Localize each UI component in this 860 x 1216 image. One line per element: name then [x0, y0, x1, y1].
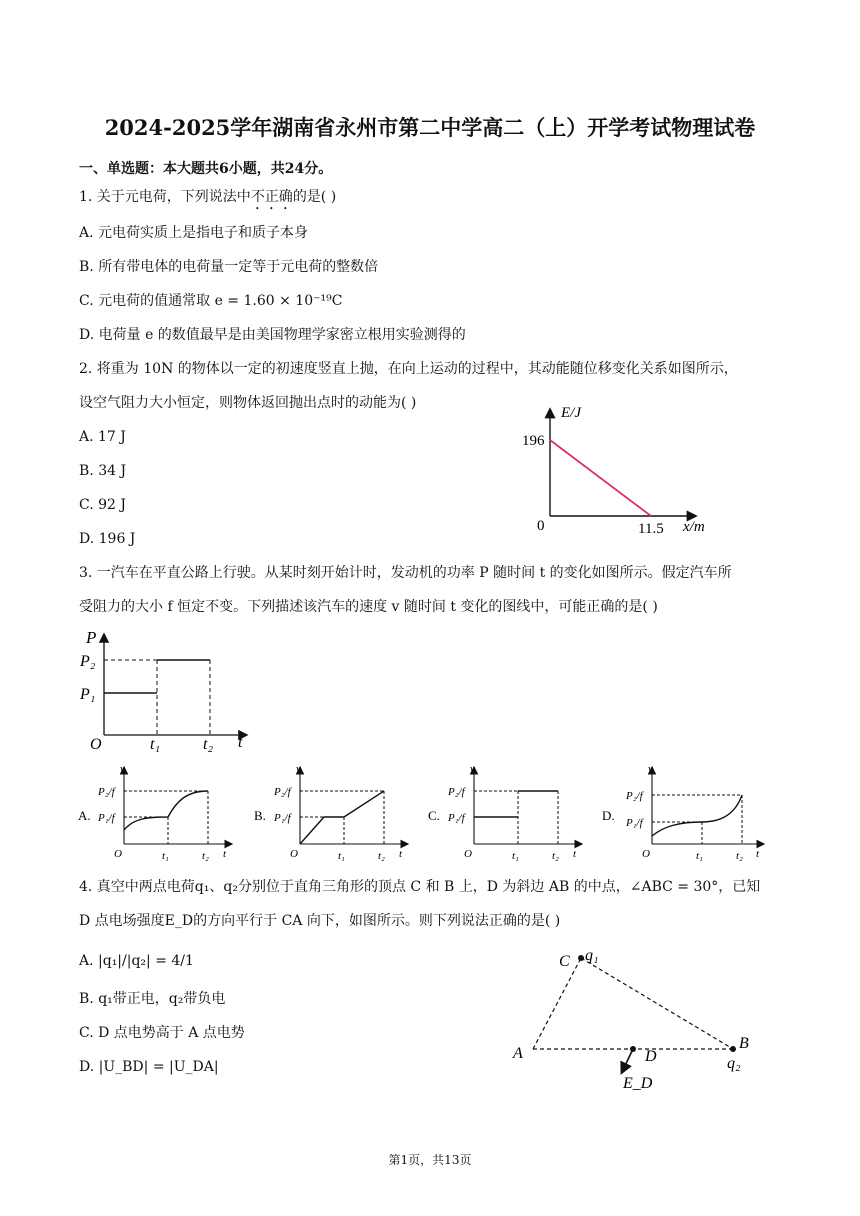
q3-origin: O	[90, 736, 102, 753]
q2-option-a: A. 17 J	[79, 429, 126, 445]
q4-option-c: C. D 点电势高于 A 点电势	[79, 1025, 245, 1041]
q3-b-y2: P₂/f	[274, 786, 291, 798]
q3-t1-label: t₁	[150, 736, 161, 753]
q1-option-a: A. 元电荷实质上是指电子和质子本身	[79, 225, 309, 241]
q3-power-graph	[78, 625, 258, 753]
q4-side-cb	[581, 958, 733, 1049]
q4-side-ac	[533, 958, 581, 1049]
q3-d-o: O	[642, 848, 650, 860]
q3-d-curve	[652, 795, 742, 836]
q1-option-b: B. 所有带电体的电荷量一定等于元电荷的整数倍	[79, 259, 379, 275]
q4-point-c	[578, 955, 584, 961]
q3-t-label: t	[238, 734, 243, 751]
q3-option-d-label: D.	[602, 808, 615, 823]
q3-a-y1: P₁/f	[98, 812, 115, 824]
q4-stem-line1: 4. 真空中两点电荷q₁、q₂分别位于直角三角形的顶点 C 和 B 上，D 为斜边 AB 的中点，∠ABC = 30°，已知	[79, 879, 761, 895]
q3-option-a-label: A.	[78, 808, 91, 823]
q4-label-b: B	[739, 1035, 749, 1052]
q2-y-value: 196	[522, 433, 545, 449]
q4-label-d: D	[645, 1048, 657, 1065]
q3-a-curve	[124, 791, 208, 830]
q1-stem-text: 1. 关于元电荷，下列说法中	[79, 189, 251, 205]
q3-d-y2: P₂/f	[626, 790, 643, 802]
q3-a-y2: P₂/f	[98, 786, 115, 798]
q3-d-t1: t₁	[696, 850, 703, 862]
q3-p2-label: P₂	[80, 653, 96, 670]
q3-c-y1: P₁/f	[448, 812, 465, 824]
q2-origin: 0	[537, 518, 545, 534]
q3-a-t1: t₁	[162, 850, 169, 862]
q3-p-label: P	[86, 628, 97, 647]
q3-d-v: v	[648, 763, 653, 775]
q1-option-d: D. 电荷量 e 的数值最早是由美国物理学家密立根用实验测得的	[79, 327, 466, 343]
q3-d-y1: P₁/f	[626, 817, 643, 829]
q3-c-t2: t₂	[552, 850, 559, 862]
q3-c-t1: t₁	[512, 850, 519, 862]
q3-d-t2: t₂	[736, 850, 743, 862]
q2-option-b: B. 34 J	[79, 463, 127, 479]
q3-b-y1: P₁/f	[274, 812, 291, 824]
q1-stem	[79, 188, 336, 213]
q3-option-b-graph	[252, 760, 432, 866]
q3-option-c-graph	[426, 760, 606, 866]
q2-energy-line	[550, 440, 651, 516]
q2-option-c: C. 92 J	[79, 497, 126, 513]
q2-option-d: D. 196 J	[79, 531, 136, 547]
q2-stem-line2: 设空气阻力大小恒定，则物体返回抛出点时的动能为( )	[79, 395, 417, 411]
q3-stem-line1: 3. 一汽车在平直公路上行驶。从某时刻开始计时，发动机的功率 P 随时间 t 的变化如图所示。假定汽车所	[79, 565, 732, 581]
q1-stem-emphasis: 不正确	[250, 189, 293, 205]
q3-option-a-graph	[76, 760, 256, 866]
q3-c-y2: P₂/f	[448, 786, 465, 798]
section-heading: 一、单选题：本大题共6小题，共24分。	[79, 161, 333, 177]
q4-point-b	[730, 1046, 736, 1052]
q3-option-b-label: B.	[254, 808, 266, 823]
page-footer: 第1页，共13页	[388, 1153, 472, 1167]
q3-stem-line2: 受阻力的大小 f 恒定不变。下列描述该汽车的速度 v 随时间 t 变化的图线中，可能正确的是( )	[79, 599, 658, 615]
q3-option-c-label: C.	[428, 808, 440, 823]
q1-option-c: C. 元电荷的值通常取 e = 1.60 × 10⁻¹⁹C	[79, 293, 343, 309]
q3-b-t: t	[399, 848, 403, 860]
q4-label-ed: E_D	[623, 1075, 653, 1092]
q3-a-v: v	[120, 763, 125, 775]
q4-ed-arrow	[622, 1049, 633, 1072]
q1-stem-end: 的是( )	[292, 189, 337, 205]
q4-label-a: A	[513, 1045, 523, 1062]
q4-option-d: D. |U_BD| = |U_DA|	[79, 1059, 219, 1075]
q2-y-label: E/J	[561, 405, 581, 421]
q3-c-t: t	[573, 848, 577, 860]
q3-b-o: O	[290, 848, 298, 860]
q3-d-t: t	[756, 848, 760, 860]
q4-stem-line2: D 点电场强度E_D的方向平行于 CA 向下，如图所示。则下列说法正确的是( )	[79, 913, 561, 929]
q4-label-q1: q₁	[585, 947, 599, 964]
page-title: 2024-2025学年湖南省永州市第二中学高二（上）开学考试物理试卷	[104, 115, 756, 140]
q3-c-o: O	[464, 848, 472, 860]
q3-a-o: O	[114, 848, 122, 860]
q2-energy-graph	[515, 400, 735, 540]
q4-triangle-figure	[505, 938, 765, 1098]
q3-a-t2: t₂	[202, 850, 209, 862]
q3-b-t2: t₂	[378, 850, 385, 862]
q3-c-v: v	[470, 763, 475, 775]
q3-a-t: t	[223, 848, 227, 860]
q3-p1-label: P₁	[80, 686, 96, 703]
q3-option-d-graph	[600, 760, 780, 866]
q2-stem-line1: 2. 将重为 10N 的物体以一定的初速度竖直上抛，在向上运动的过程中，其动能随位移变化关系如图所示，	[79, 361, 738, 377]
q3-t2-label: t₂	[203, 736, 214, 753]
q2-x-label: x/m	[683, 519, 705, 535]
q4-label-q2: q₂	[727, 1055, 741, 1072]
q4-option-a: A. |q₁|/|q₂| = 4/1	[79, 953, 194, 969]
q2-x-value: 11.5	[638, 521, 664, 537]
q4-label-c: C	[559, 953, 570, 970]
q4-option-b: B. q₁带正电，q₂带负电	[79, 991, 226, 1007]
q3-b-t1: t₁	[338, 850, 345, 862]
q3-b-v: v	[296, 763, 301, 775]
q3-c-curve	[474, 791, 558, 817]
